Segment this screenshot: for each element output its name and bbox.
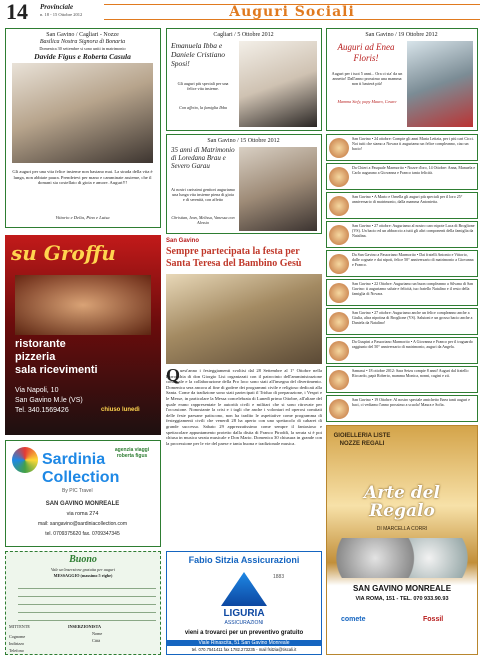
coupon-city-label: Città	[92, 638, 101, 643]
anniversary-photo	[239, 147, 317, 231]
page-number: 14	[6, 0, 28, 24]
article-headline: Sempre partecipata la festa per Santa Teresa del Bambino Gesù	[166, 246, 302, 269]
cake-icon	[329, 138, 349, 158]
wish-item	[326, 337, 478, 364]
wedding-wish: Gli auguri per una vita felice insieme non bastano mai. La strada della vita è lunga, non abbiate paura. Prendetevi per mano e camminate assieme, che il domani sia costellato di gioia e amore. Auguri!!!	[12, 169, 153, 186]
wish-text: Samassi • 18 ottobre 2012: Sara Setzu compie 8 anni! Auguri dal fratello Riccardo, papà Roberto, mamma Monica, nonni, cugini e zii.	[352, 369, 469, 378]
wish-text: San Gavino • 27 ottobre: Auguriamo al nostro caro nipote Luca di Broglione (VS). Un bacio ed un abbraccio a tutti gli altri componenti della famiglia da Natalina.	[352, 224, 475, 238]
liguria-logo-icon	[221, 572, 267, 606]
sardinia-sub: By PIC Travel	[62, 488, 93, 494]
anniversary-heading: 35 anni di Matrimonio di Loredana Brau e Severo Garau	[171, 146, 235, 171]
groffu-phone: Tel. 340.1569426	[15, 407, 69, 414]
wedding-photo	[12, 63, 153, 163]
sardinia-collection-ad	[5, 440, 161, 547]
ibba-names: Emanuela Ibba e Daniele Cristiano Sposi!	[171, 41, 225, 68]
section-title: Auguri Sociali	[229, 4, 355, 20]
wish-text: San Gavino • 22 Ottobre: Auguriamo un buon compleanno a Silvana di San Gavino: ti auguriamo salute e felicità, tuo fratello Natalino e il resto della famiglia di Novara.	[352, 282, 473, 296]
coupon-box	[5, 551, 161, 655]
fabio-title: Fabio Sitzia Assicurazioni	[188, 555, 300, 565]
article	[166, 238, 322, 548]
wish-item	[326, 250, 478, 277]
coupon-message-label: MESSAGGIO (massimo 5 righe)	[53, 573, 113, 578]
coupon-title: Buono	[69, 554, 97, 565]
ibba-wedding-box	[166, 28, 322, 131]
wedding-names: Davide Figus e Roberta Casula	[34, 52, 131, 61]
regalo-brand-1: comete	[341, 616, 366, 623]
groffu-name: su Groffu	[11, 241, 116, 265]
article-photo	[166, 274, 322, 364]
coupon-lines[interactable]	[18, 581, 156, 621]
regalo-city: SAN GAVINO MONREALE	[352, 584, 452, 593]
coupon-name-label: Nome	[92, 631, 103, 636]
wish-text: San Gavino • 19 Ottobre: Al nostro speciale amichetto Enea tanti auguri e baci, ci vediamo l'anno prossimo a scuola! Maura e Sofia.	[352, 398, 471, 407]
cake-icon	[329, 341, 349, 361]
cake-icon	[329, 225, 349, 245]
fabio-brand: LIGURIA	[223, 608, 265, 619]
enea-birthday-box	[326, 28, 478, 131]
ibba-photo	[239, 41, 317, 127]
groffu-line3: sala ricevimenti	[15, 364, 98, 376]
groffu-city: San Gavino M.le (VS)	[15, 397, 83, 404]
regalo-address: VIA ROMA, 151 - TEL. 070 933.90.93	[355, 596, 449, 602]
wish-item	[326, 134, 478, 161]
wish-item	[326, 163, 478, 190]
sardinia-logo-icon	[12, 447, 38, 473]
coupon-sender-label: MITTENTE	[9, 624, 30, 629]
cake-icon	[329, 196, 349, 216]
coupon-label-left-3: Telefono	[9, 648, 24, 653]
wish-text: San Gavino • 24 ottobre: Compie gli anni Maria Letizia, per i più cari Cicci. Noi tutti che siamo a Novara ti auguriamo un felice compleanno, ciao un bacio!	[352, 137, 474, 151]
groffu-address: Via Napoli, 10	[15, 387, 59, 394]
wish-text: San Gavino • 27 ottobre: Auguriamo anche un felice compleanno anche a Giulia, altra nipotina di Broglione (VS). Salutoni e un grosso bacio anche a Daniela da Natalino!	[352, 311, 473, 325]
wedding-signature: Vittorio e Delia, Pino e Luisa	[55, 215, 110, 220]
enea-title: San Gavino / 19 Ottobre 2012	[365, 32, 438, 38]
ibba-signature: Con affetto, la famiglia Ibba	[179, 105, 227, 110]
wedding-announcement	[5, 28, 161, 228]
wedding-date-line: Domenica 30 settembre si sono uniti in matrimonio	[39, 46, 126, 51]
cake-icon	[329, 254, 349, 274]
wish-item	[326, 366, 478, 393]
page-header	[0, 0, 482, 26]
groffu-line1: ristorante	[15, 338, 66, 350]
issue-info: n. 18 - 15 Ottobre 2012	[40, 12, 83, 17]
sardinia-city: SAN GAVINO MONREALE	[45, 501, 120, 507]
anniversary-text: Ai nostri carissimi genitori auguriamo una lunga vita insieme piena di gioia e di serenità, con affetto	[171, 187, 235, 202]
coupon-label-left-1: Cognome	[9, 634, 26, 639]
enea-heading: Auguri ad Enea Floris!	[337, 42, 395, 63]
wish-item	[326, 308, 478, 335]
wish-item	[326, 279, 478, 306]
wish-item	[326, 221, 478, 248]
ibba-title: Cagliari / 5 Ottobre 2012	[213, 32, 274, 38]
arte-del-regalo-ad	[326, 425, 478, 655]
fabio-promo: vieni a trovarci per un preventivo gratuito	[184, 630, 304, 636]
cake-icon	[329, 399, 349, 419]
coupon-label-left-2: Indirizzo	[9, 641, 25, 646]
sardinia-agency: agenzia viaggi roberta figus	[114, 447, 150, 459]
cake-icon	[329, 167, 349, 187]
wish-text: San Gavino • A Mario e Ornella gli auguri più speciali per il loro 25° anniversario di matrimonio, dalla mamma Antonietta.	[352, 195, 463, 204]
wish-item	[326, 192, 478, 219]
groffu-ad	[5, 235, 161, 435]
enea-photo	[407, 41, 473, 127]
anniversary-title: San Gavino / 15 Ottobre 2012	[207, 138, 280, 144]
wish-text: Da Guspini a Passoriano Marmorito • A Giovanna e Franco per il traguardo raggiunto del 50° anniversario di matrimonio, auguri da Angela.	[352, 340, 473, 349]
enea-signature: Mamma Stefy, papy Mauro, Cesare	[337, 99, 397, 104]
regalo-name: Arte del Regalo	[364, 483, 440, 521]
regalo-jewels-photo	[335, 538, 469, 578]
fabio-phone: tel. 070.7541411 fax 1782.273235 - mail fsitzia@tiscali.it	[191, 647, 297, 652]
sardinia-address: via roma 274	[66, 511, 99, 517]
groffu-photo	[15, 275, 151, 335]
coupon-sub: Vale un'inserzione gratuita per auguri	[51, 567, 115, 572]
groffu-line2: pizzeria	[15, 351, 56, 363]
drop-cap: Q	[166, 365, 181, 385]
cake-icon	[329, 283, 349, 303]
sardinia-name2: Collection	[42, 469, 120, 486]
regalo-kicker: GIOIELLERIA LISTE NOZZE REGALI	[333, 433, 391, 447]
wedding-church: Basilica Nostra Signora di Bonaria	[39, 39, 126, 45]
enea-text: Auguri per i tuoi 5 anni... Ora ci sta' da un annetto! Dall'anno prossimo una mamma non ti basterà più!	[331, 71, 403, 86]
wish-text: Da San Gavino a Passoriano Marmorito • Dai fratelli Antonio e Vittorio, dalle cognate e dai nipoti, felice 50° anniversario di matrimonio a Giovanna e Franco.	[352, 253, 474, 267]
anniversary-signature: Christian, Ivan, Melissa, Vanessa con Alessio	[171, 215, 235, 225]
wish-text: Da Chieri a Pasquale Marmorito • Nozze d'oro, 14 Ottobre: Anna, Manuela e Carlo augurano a Giovanna e Franco tanta felicità.	[352, 166, 476, 175]
fabio-sitzia-ad	[166, 551, 322, 655]
regalo-brand-2: Fossil	[423, 616, 444, 623]
wish-item	[326, 395, 478, 422]
ibba-wish: Gli auguri più speciali per una felice vita insieme.	[177, 81, 229, 91]
sardinia-name1: Sardinia	[42, 451, 106, 468]
article-kicker: San Gavino	[166, 238, 200, 244]
sardinia-phone: tel. 0709375620 fax. 0709347345	[45, 531, 120, 537]
anniversary-box	[166, 134, 322, 234]
cake-icon	[329, 370, 349, 390]
masthead-logo: Provinciale	[40, 3, 74, 11]
coupon-inserted-label: INSERZIONISTA	[68, 624, 101, 629]
cake-icon	[329, 312, 349, 332]
regalo-owner: DI MARCELLA CORRI	[376, 526, 428, 532]
wedding-title: San Gavino / Cagliari - Nozze	[46, 32, 119, 38]
fabio-year: 1883	[273, 574, 285, 580]
fabio-address: Viale Rinascita, 51 San Gavino Monreale	[167, 640, 321, 646]
article-body: uest'anno i festeggiamenti svoltisi dal 28 Settembre al 1° Ottobre nella Parrocchia di don Giorgio Lisi organizzati con il patrocinio dell'amministrazione comunale e la collaborazione della Pro loco sono stati all'insegna del divertimento. Domenica sera ancora al fine di godere dei programmi civile e religioso dedicati alla Santa. Come da tradizione sono stati partecipati il Triduo di preparazione, i Vespri e le Messe, in particolare la Messa concelebrata di Lunedì primo Ottobre, all'altare del quale erano rappresentate le autorità civili e militari che si sono ritrovate per l'occasione. Nonostante la crisi e i tagli che anche i volontari ed operosi comitati delle feste paesane patiscono, non ha tradito le aspettative come programma di festeggiamenti civili che venerdì 28 ha aperto con uno spettacolo di cabaret di grande successo. Sabato 29 apprezzatissimo come sempre il fantasioso e spettacolare appuntamento protetto dalla disita di Franco Piroddi, la serata si è poi chiusa in musica serata musicale e Don Mario. Domenica 30 chiusura in grande con la processione per le vie del paese e tanta buona e tradizionale musica.	[166, 368, 322, 446]
groffu-closed: chiuso lunedì	[101, 407, 140, 413]
sardinia-email[interactable]: mail: sangavino@sardiniacollection.com	[37, 521, 127, 527]
fabio-brand-sub: ASSICURAZIONI	[224, 620, 264, 626]
